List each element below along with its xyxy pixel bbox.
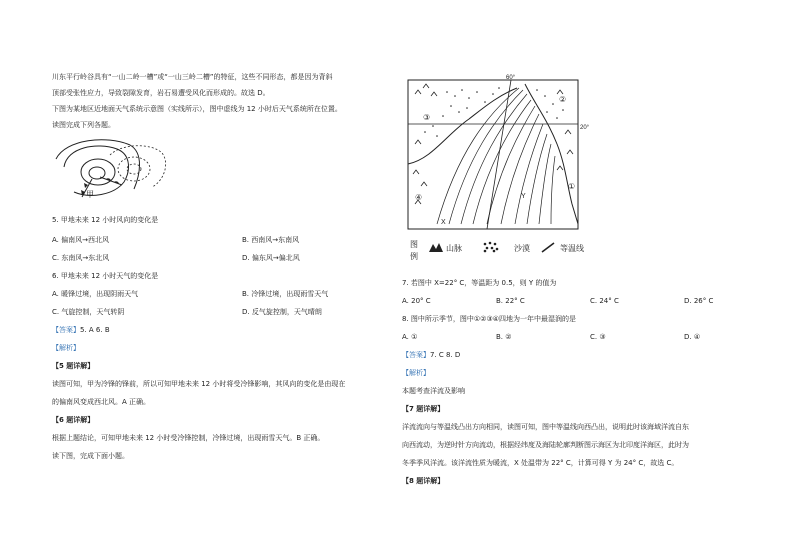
legend-desert: 沙漠 [514, 244, 530, 253]
q8-option-d: D. ④ [684, 333, 701, 341]
analysis-label-right: 【解析】 [402, 369, 430, 377]
q7-detail-line-3: 冬季季风洋流。该洋流性质为暖流，X 处温带为 22° C，计算可得 Y 为 24° C，故选 C。 [402, 459, 679, 467]
q6-detail-label: 【6 题详解】 [52, 416, 95, 424]
q5-detail-line-2: 的偏南风变成西北风。A 正确。 [52, 398, 151, 406]
q5-option-d: D. 偏东风→偏北风 [242, 254, 300, 262]
y-label: Y [521, 193, 526, 200]
q8-detail-label: 【8 题详解】 [402, 477, 445, 485]
q6-detail-line-1: 根据上题结论，可知甲地未来 12 小时受冷锋控制，冷锋过境，出现雨雪天气。B 正确。 [52, 434, 325, 442]
point-1: ① [568, 182, 576, 191]
answer-label: 【答案】 [52, 326, 80, 334]
q6-option-b: B. 冷锋过境，出现雨雪天气 [242, 290, 329, 298]
q8-option-c: C. ③ [590, 333, 606, 341]
desert-icon [482, 241, 500, 253]
q5-option-c: C. 东南风→东北风 [52, 254, 110, 262]
isotherm-icon [540, 241, 556, 253]
q6-option-c: C. 气旋控制，天气转阴 [52, 308, 125, 316]
map-label-jia: 甲 [86, 190, 94, 199]
q6-detail-line-2: 读下图，完成下面小题。 [52, 452, 129, 460]
legend-title-top: 图 [410, 240, 418, 249]
point-2: ② [559, 95, 567, 104]
q6-option-a: A. 暖锋过境，出现阴雨天气 [52, 290, 139, 298]
q5-detail-label: 【5 题详解】 [52, 362, 95, 370]
intro-line-4: 读图完成下列各题。 [52, 121, 115, 129]
q7-option-d: D. 26° C [684, 297, 714, 305]
weather-system-map [52, 137, 172, 205]
q8-option-b: B. ② [496, 333, 512, 341]
answer-block-right [402, 351, 460, 360]
answer-label-right: 【答案】 [402, 351, 430, 359]
q8-option-a: A. ① [402, 333, 418, 341]
q7-detail-line-1: 洋流流向与等温线凸出方向相同，读图可知，图中等温线向西凸出，说明此时该海域洋流自东 [402, 423, 689, 431]
q7-option-c: C. 24° C [590, 297, 619, 305]
answer-text-right: 7. C 8. D [430, 351, 461, 359]
q7-option-b: B. 22° C [496, 297, 525, 305]
point-3: ③ [423, 113, 431, 122]
analysis-label: 【解析】 [52, 344, 80, 352]
q7-option-a: A. 20° C [402, 297, 431, 305]
q7-detail-line-2: 向西流动，为逆时针方向流动，根据经纬度及海陆轮廓判断图示海区为北印度洋海区，此时为 [402, 441, 689, 449]
lon-label: 60° [506, 75, 516, 81]
q8-stem: 8. 图中所示季节，图中①②③④四地为一年中最湿润的是 [402, 315, 577, 323]
mountain-icon [428, 241, 444, 253]
q6-option-d: D. 反气旋控制，天气晴朗 [242, 308, 322, 316]
q5-stem: 5. 甲地未来 12 小时风向的变化是 [52, 216, 159, 224]
intro-line-1: 川东平行岭谷具有“一山二岭一槽”或“一山三岭二槽”的特征，这些不同形态，都是因为背斜 [52, 73, 333, 81]
ocean-isotherm-map [407, 74, 590, 230]
legend-mountain: 山脉 [446, 244, 462, 253]
q6-stem: 6. 甲地未来 12 小时天气的变化是 [52, 272, 159, 280]
lat-label: 20° [580, 125, 590, 131]
legend-title-bottom: 例 [410, 252, 418, 261]
legend-isotherm: 等温线 [560, 244, 584, 253]
q5-option-b: B. 西南风→东南风 [242, 236, 300, 244]
topic: 本题考查洋流及影响 [402, 387, 465, 395]
x-label: X [441, 219, 446, 226]
point-4: ④ [415, 193, 423, 202]
intro-line-2: 顶部受张性应力，导致裂隙发育，岩石易遭受风化而形成的。故选 D。 [52, 89, 270, 97]
answer-block-left [52, 326, 110, 335]
q5-option-a: A. 偏南风→西北风 [52, 236, 109, 244]
q5-detail-line-1: 读图可知，甲为冷锋的锋前，所以可知甲地未来 12 小时将受冷锋影响，其风向的变化是由现在 [52, 380, 346, 388]
q7-detail-label: 【7 题详解】 [402, 405, 445, 413]
intro-line-3: 下图为某地区近地面天气系统示意图（实线所示），图中虚线为 12 小时后天气系统所在位置。 [52, 105, 342, 113]
q7-stem: 7. 若图中 X=22° C，等温距为 0.5，则 Y 的值为 [402, 279, 557, 287]
answer-text: 5. A 6. B [80, 326, 110, 334]
